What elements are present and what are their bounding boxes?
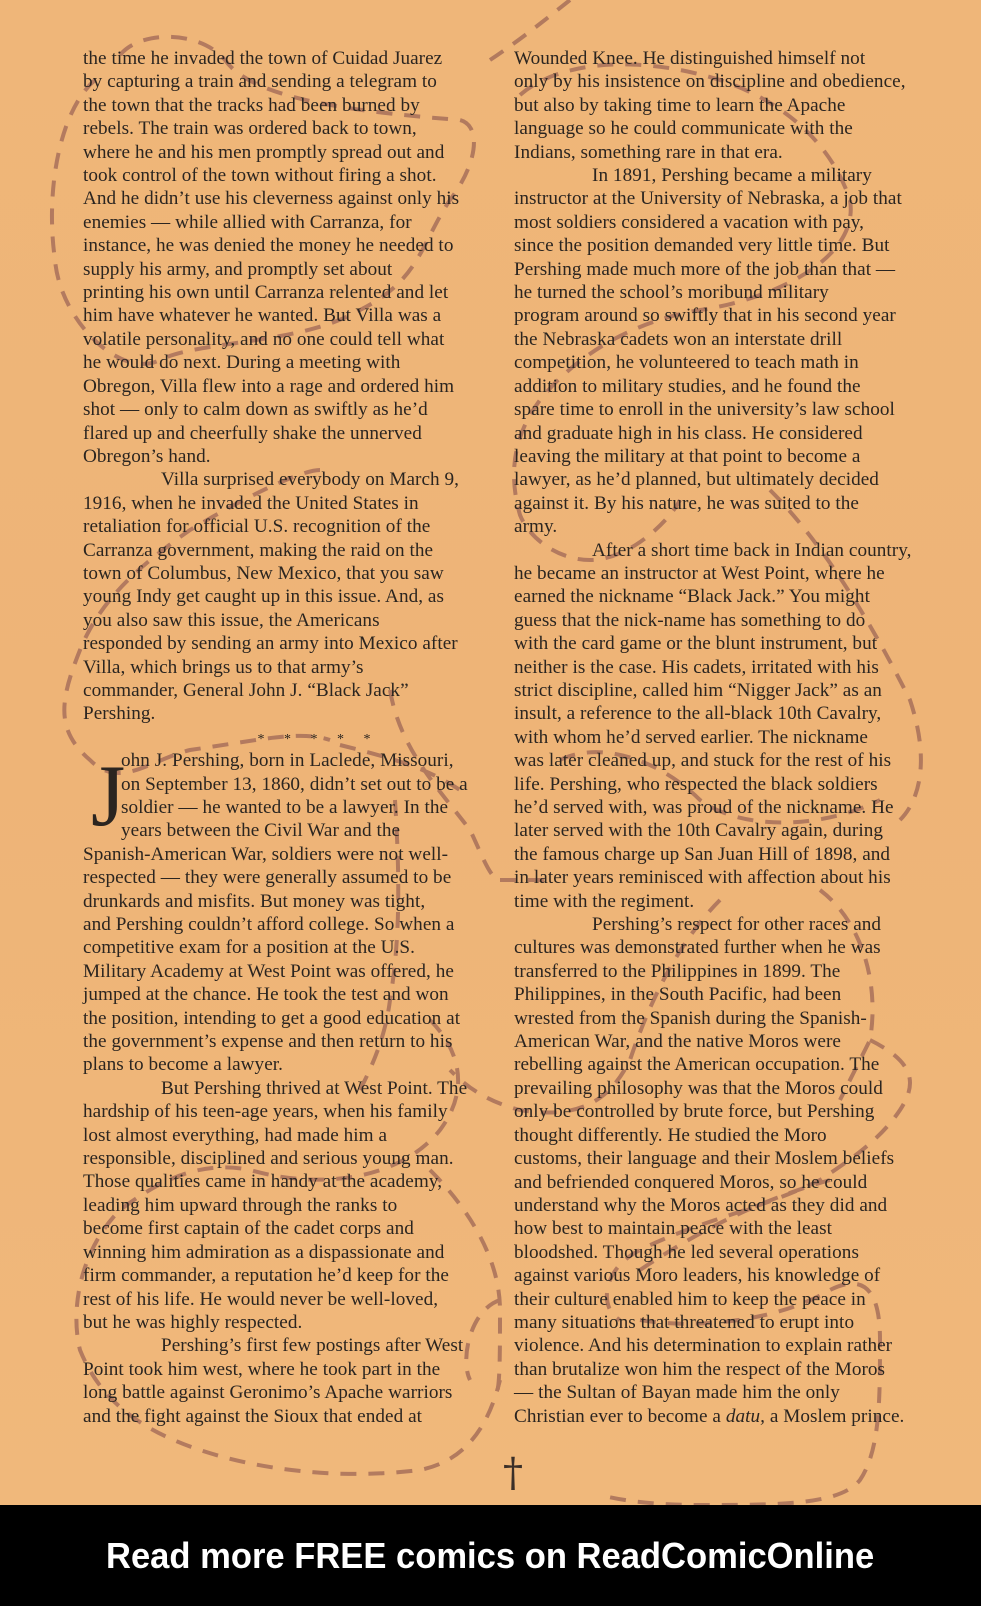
text-line: volatile personality, and no one could tell what [83,328,445,350]
text-line: the position, intending to get a good education at [83,1007,461,1029]
text-line: — the Sultan of Bayan made him the only [514,1382,840,1404]
text-line: customs, their language and their Moslem beliefs [514,1148,895,1170]
section-separator: * * * * * [257,731,379,747]
text-line: with whom he’d served earlier. The nickname [514,726,868,748]
text-line: the town that the tracks had been burned by [83,94,420,116]
promo-banner-text[interactable]: Read more FREE comics on ReadComicOnline [106,1534,875,1576]
text-line-final [514,1405,934,1428]
text-line: the Nebraska cadets won an interstate drill [514,328,843,350]
text-line: on September 13, 1860, didn’t set out to be a [121,773,468,795]
text-line: rest of his life. He would never be well-loved, [83,1288,439,1310]
text-line: language so he could communicate with the [514,118,853,140]
text-line: competitive exam for a position at the U.S. [83,937,415,959]
text-line: cultures was demonstrated further when he was [514,937,881,959]
text-line: Pershing made much more of the job than that — [514,258,896,280]
text-line: instance, he was denied the money he needed to [83,235,454,257]
text-line: Philippines, in the South Pacific, had been [514,984,842,1006]
text-line: Carranza government, making the raid on the [83,539,434,561]
text-line: than brutalize won him the respect of the Moros [514,1358,886,1380]
text-line: plans to become a lawyer. [83,1054,283,1076]
text-line: Pershing. [83,703,156,725]
text-line: life. Pershing, who respected the black soldiers [514,773,878,795]
text-line: ohn J. Pershing, born in Laclede, Missouri, [121,750,454,772]
text-line: against various Moro leaders, his knowledge of [514,1265,881,1287]
promo-banner[interactable] [0,1505,981,1606]
text-line: where he and his men promptly spread out and [83,141,445,163]
text-line: the government’s expense and then return to his [83,1031,453,1053]
text-line: enemies — while allied with Carranza, for [83,211,412,233]
text-line: flared up and cheerfully shake the unnerved [83,422,422,444]
text-line: how best to maintain peace with the least [514,1218,833,1240]
text-line: with the card game or the blunt instrument, but [514,633,878,655]
paragraph-philippines [514,913,934,1428]
text-fragment: Christian ever to become a [514,1405,726,1427]
right-column [514,47,934,1428]
text-line: Indians, something rare in that era. [514,141,783,163]
text-line: program around so swiftly that in his second year [514,305,896,327]
text-line: wrested from the Spanish during the Spanish- [514,1007,867,1029]
text-line: guess that the nick-name has something to do [514,609,866,631]
text-line: many situations that threatened to erupt into [514,1311,855,1333]
text-line: shot — only to calm down as swiftly as he’d [83,399,428,421]
text-line: leaving the military at that point to become a [514,445,861,467]
text-line: jumped at the chance. He took the test and won [83,984,449,1006]
text-line: he’d served with, was proud of the nickname. He [514,797,894,818]
text-line: but he was highly respected. [83,1311,303,1333]
text-line: become first captain of the cadet corps and [83,1218,414,1240]
text-line: in later years reminisced with affection about his [514,867,891,889]
text-line: responded by sending an army into Mexico after [83,633,458,655]
text-line: Military Academy at West Point was offered, he [83,960,454,982]
paragraph-nebraska [514,164,934,539]
text-line: him have whatever he wanted. But Villa was a [83,305,442,327]
text-line: he would do next. During a meeting with [83,352,401,374]
text-line: the famous charge up San Juan Hill of 1898, and [514,843,891,865]
drop-cap: J [91,748,126,846]
text-line: and graduate high in his class. He considered [514,422,863,444]
text-line: later served with the 10th Cavalry again, during [514,820,883,842]
text-line: lost almost everything, had made him a [83,1124,388,1146]
left-column [83,47,493,1428]
end-mark-dagger-icon: † [503,1450,523,1496]
text-line: American War, and the native Moros were [514,1031,841,1053]
text-line: thought differently. He studied the Moro [514,1124,827,1146]
text-line: commander, General John J. “Black Jack” [83,679,409,701]
text-line: After a short time back in Indian country, [592,539,912,561]
text-line: retaliation for official U.S. recognition of the [83,516,431,538]
text-line: earned the nickname “Black Jack.” You might [514,586,870,608]
text-line: and befriended conquered Moros, so he could [514,1171,868,1193]
text-line: you also saw this issue, the Americans [83,609,380,631]
text-line: took control of the town without firing a shot. [83,165,437,187]
paragraph-wounded-knee [514,47,934,164]
text-line: But Pershing thrived at West Point. The [161,1077,468,1099]
text-line: only be controlled by brute force, but Pershing [514,1101,875,1123]
text-line: understand why the Moros acted as they did and [514,1194,888,1216]
text-line: army. [514,516,558,538]
text-line: competition, he volunteered to teach math in [514,352,859,374]
paragraph-villa-juarez [83,47,493,468]
text-line: town of Columbus, New Mexico, that you saw [83,562,444,584]
italic-term-datu: datu, [725,1405,765,1427]
text-line: most soldiers considered a vacation with pay, [514,211,865,233]
text-line: neither is the case. His cadets, irritated with his [514,656,879,678]
text-line: against it. By his nature, he was suited to the [514,492,859,514]
text-line: transferred to the Philippines in 1899. The [514,960,841,982]
text-line: rebels. The train was ordered back to town, [83,118,417,140]
paragraph-west-point [83,1077,493,1334]
text-line: responsible, disciplined and serious young man. [83,1148,454,1170]
text-line: Pershing’s first few postings after West [161,1335,464,1357]
text-line: time with the regiment. [514,890,695,912]
text-line: 1916, when he invaded the United States in [83,492,419,514]
text-line: In 1891, Pershing became a military [592,165,872,187]
text-line: soldier — he wanted to be a lawyer. In the [121,796,449,818]
text-line: instructor at the University of Nebraska, a job that [514,188,902,210]
text-line: by capturing a train and sending a telegram to [83,71,437,93]
text-line: And he didn’t use his cleverness against only his [83,188,460,210]
text-line: firm commander, a reputation he’d keep for the [83,1265,449,1287]
paragraph-pershing-birth [83,749,493,1077]
text-line: hardship of his teen-age years, when his family [83,1101,448,1123]
text-line: prevailing philosophy was that the Moros could [514,1077,883,1099]
text-line: supply his army, and promptly set about [83,258,393,280]
paragraph-black-jack [514,539,934,914]
paragraph-columbus-raid [83,468,493,725]
text-line: long battle against Geronimo’s Apache warriors [83,1382,453,1404]
text-fragment: a Moslem prince. [764,1405,905,1427]
text-line: Pershing’s respect for other races and [592,914,882,936]
text-line: years between the Civil War and the [121,820,401,842]
text-line: Villa surprised everybody on March 9, [161,469,460,491]
text-line: Villa, which brings us to that army’s [83,656,364,678]
text-line: Those qualities came in handy at the academy, [83,1171,443,1193]
text-line: lawyer, as he’d planned, but ultimately decided [514,469,879,491]
text-line: Obregon, Villa flew into a rage and ordered him [83,375,455,397]
text-line: Obregon’s hand. [83,445,211,467]
text-line: rebelling against the American occupation. The [514,1054,880,1076]
text-line: but also by taking time to learn the Apache [514,94,846,116]
text-line: he turned the school’s moribund military [514,282,829,304]
text-line: violence. And his determination to explain rather [514,1335,893,1357]
text-line: was later cleaned up, and stuck for the rest of his [514,750,892,772]
text-line: spare time to enroll in the university’s law school [514,399,895,421]
text-line: the time he invaded the town of Cuidad Juarez [83,48,443,69]
text-line: strict discipline, called him “Nigger Jack” as an [514,679,882,701]
text-line: leading him upward through the ranks to [83,1194,398,1216]
text-line: and the fight against the Sioux that ended at [83,1405,423,1427]
text-line: Wounded Knee. He distinguished himself not [514,48,866,69]
text-line: young Indy get caught up in this issue. And, as [83,586,445,608]
text-line: Point took him west, where he took part in the [83,1358,441,1380]
text-line: he became an instructor at West Point, where he [514,562,885,584]
text-line: printing his own until Carranza relented and let [83,282,449,304]
text-line: drunkards and misfits. But money was tight, [83,890,426,912]
text-line: winning him admiration as a dispassionate and [83,1241,445,1263]
text-line: addition to military studies, and he found the [514,375,861,397]
text-line: bloodshed. Though he led several operations [514,1241,859,1263]
text-line: their culture enabled him to keep the peace in [514,1288,866,1310]
text-line: since the position demanded very little time. But [514,235,890,257]
text-line: insult, a reference to the all-black 10th Cavalry, [514,703,882,725]
paragraph-first-postings [83,1334,493,1428]
text-line: and Pershing couldn’t afford college. So when a [83,914,455,936]
text-line: respected — they were generally assumed to be [83,867,452,889]
text-line: only by his insistence on discipline and obedience, [514,71,906,93]
text-line: Spanish-American War, soldiers were not well- [83,843,449,865]
